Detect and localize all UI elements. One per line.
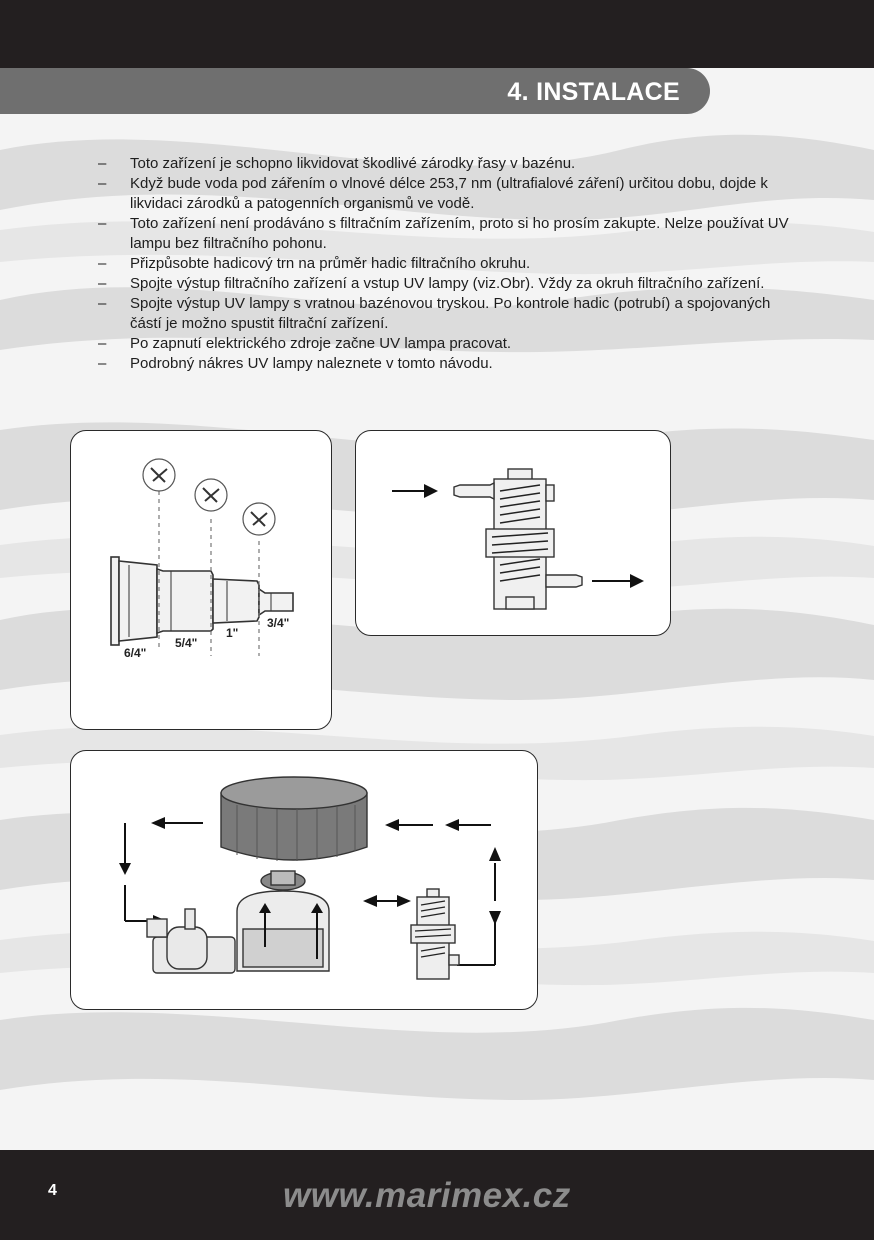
pump-illustration <box>147 909 235 973</box>
size-label-54: 5/4" <box>175 636 198 650</box>
bullet-dash: – <box>98 175 107 192</box>
instruction-text: Po zapnutí elektrického zdroje začne UV lampa pracovat. <box>130 335 512 352</box>
page-number: 4 <box>48 1182 57 1199</box>
hose-adapter-diagram-panel <box>70 430 332 730</box>
footer-bar <box>0 1150 874 1240</box>
cutter-icon <box>195 479 227 511</box>
cutter-icon <box>143 459 175 491</box>
bullet-dash: – <box>98 355 107 372</box>
pool-illustration <box>221 777 367 861</box>
adapter-flange <box>111 557 119 645</box>
outlet-connector <box>546 575 582 587</box>
instruction-item <box>98 254 798 274</box>
size-label-1: 1" <box>226 626 239 640</box>
adapter-section-54 <box>157 569 213 633</box>
instruction-text: Spojte výstup filtračního zařízení a vstup UV lampy (viz.Obr). Vždy za okruh filtračního zařízení. <box>130 275 765 292</box>
instruction-text: Spojte výstup UV lampy s vratnou bazénovou tryskou. Po kontrole hadic (potrubí) a spojovaných částí je možno spustit filtrační zařízení. <box>130 295 771 332</box>
instruction-item <box>98 214 798 254</box>
instruction-item <box>98 274 798 294</box>
uv-lamp-unit <box>454 469 582 609</box>
bullet-dash: – <box>98 155 107 172</box>
instruction-item <box>98 334 798 354</box>
section-header-band <box>0 68 710 114</box>
inflow-arrow <box>392 484 438 498</box>
instruction-text: Když bude voda pod zářením o vlnové délce 253,7 nm (ultrafialové záření) určitou dobu, dojde k likvidaci zárodků a patogenních organismů ve vodě. <box>130 175 768 212</box>
bullet-dash: – <box>98 215 107 232</box>
size-label-34: 3/4" <box>267 616 290 630</box>
cutter-icon <box>243 503 275 535</box>
adapter-section-64 <box>119 561 157 641</box>
instruction-text: Přizpůsobte hadicový trn na průměr hadic filtračního okruhu. <box>130 255 531 272</box>
outflow-arrow <box>592 574 644 588</box>
instruction-item <box>98 354 798 374</box>
uv-lamp-flow-diagram <box>356 431 671 636</box>
instruction-item <box>98 174 798 214</box>
section-title: 4. INSTALACE <box>507 78 680 106</box>
instruction-list <box>98 154 798 374</box>
instruction-item <box>98 294 798 334</box>
uv-lamp-flow-diagram-panel <box>355 430 671 636</box>
website-link[interactable]: www.marimex.cz <box>283 1176 571 1215</box>
instruction-text: Podrobný nákres UV lampy naleznete v tomto návodu. <box>130 355 493 372</box>
inlet-connector <box>454 483 494 499</box>
sand-filter-illustration <box>237 871 329 971</box>
bullet-dash: – <box>98 295 107 312</box>
adapter-section-34 <box>259 589 293 615</box>
adapter-section-1 <box>213 579 259 623</box>
pool-circuit-diagram-panel <box>70 750 538 1010</box>
instruction-text: Toto zařízení není prodáváno s filtračním zařízením, proto si ho prosím zakupte. Nelze používat UV lampu bez filtračního pohonu. <box>130 215 789 252</box>
instruction-item <box>98 154 798 174</box>
bullet-dash: – <box>98 335 107 352</box>
bullet-dash: – <box>98 275 107 292</box>
instruction-text: Toto zařízení je schopno likvidovat škodlivé zárodky řasy v bazénu. <box>130 155 576 172</box>
pool-circuit-diagram <box>71 751 538 1010</box>
top-dark-bar <box>0 0 874 68</box>
hose-adapter-diagram <box>71 431 332 730</box>
size-label-64: 6/4" <box>124 646 147 660</box>
bullet-dash: – <box>98 255 107 272</box>
